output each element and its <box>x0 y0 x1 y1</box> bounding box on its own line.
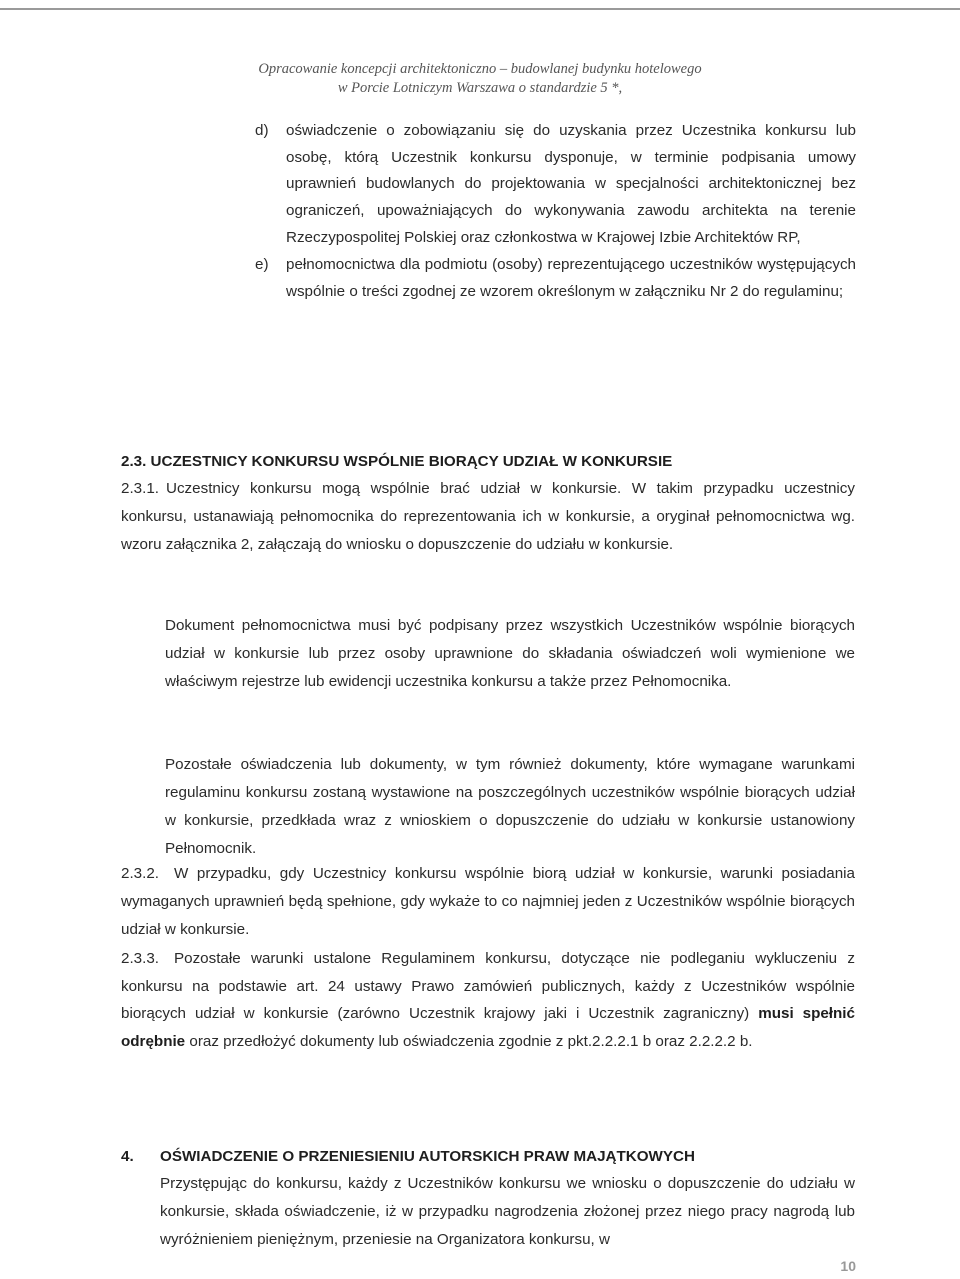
item-number-2-3-3: 2.3.3. <box>121 950 159 967</box>
item-text-2-3-3-bold: musi spełnić odrębnie <box>121 1005 855 1050</box>
item-text-2-3-2: W przypadku, gdy Uczestnicy konkursu wspólnie biorą udział w konkursie, warunki posiadania wymaganych uprawnień będą spełnione, gdy wykaże to co najmniej jeden z Uczestników wspólnie biorących udział w konkursie. <box>121 865 855 938</box>
list-label-d: d) <box>255 122 269 139</box>
item-text-2-3-1: Uczestnicy konkursu mogą wspólnie brać udział w konkursie. W takim przypadku uczestnicy konkursu, ustanawiają pełnomocnika do reprezentowania ich w konkursie, a oryginał pełnomocnictwa wg. wzoru załącznika 2, załączają do wniosku o dopuszczenie do udziału w konkursie. <box>121 480 855 553</box>
section-number-4: 4. <box>121 1148 134 1165</box>
item-text-2-3-3-b: oraz przedłożyć dokumenty lub oświadczenia zgodnie z pkt.2.2.2.1 b oraz 2.2.2.2 b. <box>189 1032 753 1050</box>
item-text-2-3-3 <box>121 945 855 1055</box>
section-4-text: Przystępując do konkursu, każdy z Uczestników konkursu we wniosku o dopuszczenie do udziału w konkursie, składa oświadczenie, iż w przypadku nagrodzenia złożonej przez niego pracy nagrodą lub wyróżnieniem pieniężnym, przeniesie na Organizatora konkursu, w <box>160 1175 855 1248</box>
list-label-e: e) <box>255 256 269 273</box>
header-line-1: Opracowanie koncepcji architektoniczno – budowlanej budynku hotelowego <box>258 61 702 77</box>
item-number-2-3-2: 2.3.2. <box>121 865 159 882</box>
section-heading-4: OŚWIADCZENIE O PRZENIESIENIU AUTORSKICH PRAW MAJĄTKOWYCH <box>160 1148 695 1165</box>
top-rule <box>0 8 960 10</box>
item-text-2-3-3-a: Pozostałe warunki ustalone Regulaminem konkursu, dotyczące nie podleganiu wykluczeniu z konkursu na podstawie art. 24 ustawy Prawo zamówień publicznych, każdy z Uczestników wspólnie biorących udział w konkursie (zarówno Uczestnik krajowy jaki i Uczestnik zagraniczny) <box>121 950 855 1022</box>
paragraph-other-documents: Pozostałe oświadczenia lub dokumenty, w tym również dokumenty, które wymagane warunkami regulaminu konkursu zostaną wystawione na poszczególnych uczestników wspólnie biorących udział w konkursie, przedkłada wraz z wnioskiem o dopuszczenie do udziału w konkursie ustanowiony Pełnomocnik. <box>165 756 855 857</box>
running-header <box>0 60 960 98</box>
section-heading-2-3: 2.3. UCZESTNICY KONKURSU WSPÓLNIE BIORĄCY UDZIAŁ W KONKURSIE <box>121 453 673 470</box>
list-item-e: pełnomocnictwa dla podmiotu (osoby) reprezentującego uczestników występujących wspólnie o treści zgodnej ze wzorem określonym w załączniku Nr 2 do regulaminu; <box>286 256 856 300</box>
header-line-2: w Porcie Lotniczym Warszawa o standardzie 5 *, <box>337 80 623 96</box>
page-number: 10 <box>840 1258 856 1274</box>
item-number-2-3-1: 2.3.1. <box>121 480 159 497</box>
list-item-d: oświadczenie o zobowiązaniu się do uzyskania przez Uczestnika konkursu lub osobę, którą Uczestnik konkursu dysponuje, w terminie podpisania umowy uprawnień budowlanych do projektowania w specjalności architektonicznej bez ograniczeń, upoważniających do wykonywania zawodu architekta na terenie Rzeczypospolitej Polskiej oraz członkostwa w Krajowej Izbie Architektów RP, <box>286 122 856 246</box>
paragraph-power-of-attorney: Dokument pełnomocnictwa musi być podpisany przez wszystkich Uczestników wspólnie biorących udział w konkursie lub przez osoby uprawnione do składania oświadczeń woli wymienione we właściwym rejestrze lub ewidencji uczestnika konkursu a także przez Pełnomocnika. <box>165 617 855 690</box>
